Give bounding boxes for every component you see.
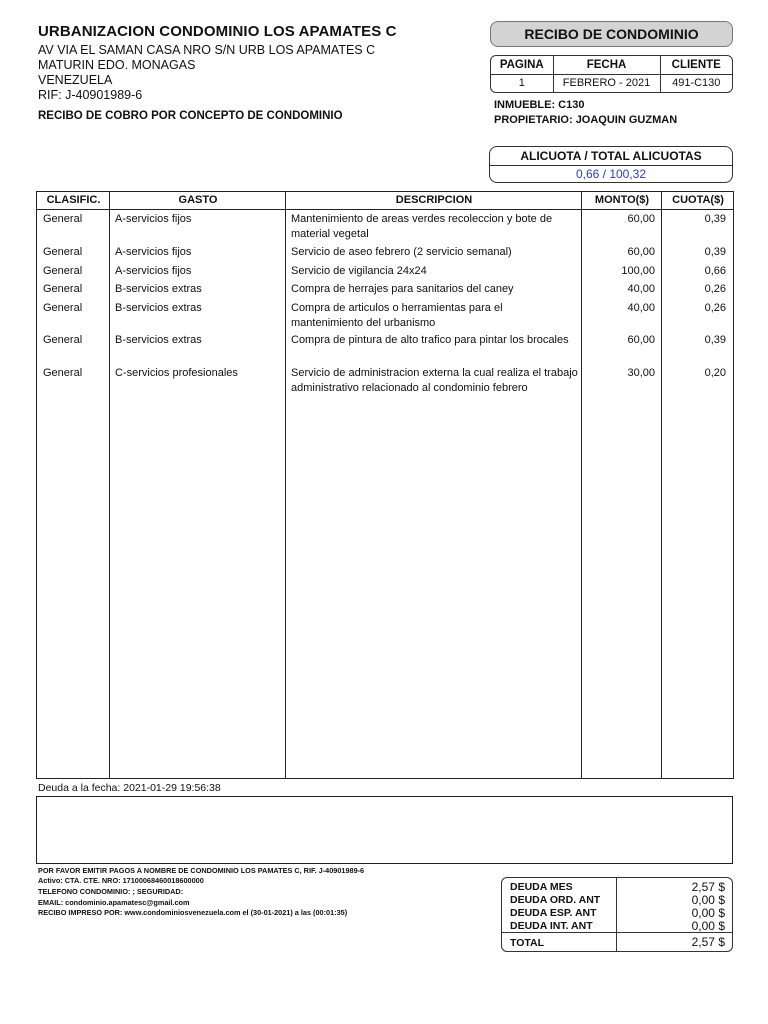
debt-divider [616,878,617,951]
row2-cuota: 0,39 [704,246,726,258]
receipt-title: RECIBO DE CONDOMINIO [490,21,733,47]
row7-monto: 30,00 [627,367,655,379]
row3-cuota: 0,66 [704,265,726,277]
row4-monto: 40,00 [627,283,655,295]
footer-account: Activo: CTA. CTE. NRO: 17100068460018600000 [38,876,204,885]
col-header-gasto: GASTO [178,194,218,206]
alicuota-box [489,146,733,183]
row5-monto: 40,00 [627,302,655,314]
row1-clasif: General [43,213,83,225]
row6-clasif: General [43,334,83,346]
row6-cuota: 0,39 [704,334,726,346]
debt-value-mes: 2,57 $ [691,880,725,894]
company-address-line2: MATURIN EDO. MONAGAS [38,58,196,72]
property-id: INMUEBLE: C130 [494,99,585,111]
meta-header-client: CLIENTE [660,56,732,74]
row5-cuota: 0,26 [704,302,726,314]
expense-table [36,191,734,779]
company-rif: RIF: J-40901989-6 [38,88,143,102]
row6-gasto: B-servicios extras [115,334,202,346]
column-divider [37,192,110,778]
col-header-cuota: CUOTA($) [672,194,724,206]
row7-clasif: General [43,367,83,379]
notes-box [36,796,733,864]
meta-header-date: FECHA [553,56,660,74]
debt-label-mes: DEUDA MES [510,881,573,893]
column-divider [286,192,582,778]
row3-monto: 100,00 [621,265,655,277]
debt-label-total: TOTAL [510,937,545,949]
debt-value-int: 0,00 $ [691,919,725,933]
footer-email: EMAIL: condominio.apamatesc@gmail.com [38,898,190,907]
row5-desc: Compra de articulos o herramientas para el mantenimiento del urbanismo [291,302,503,329]
company-address-line1: AV VIA EL SAMAN CASA NRO S/N URB LOS APAMATES C [38,43,376,57]
row2-gasto: A-servicios fijos [115,246,192,258]
row2-monto: 60,00 [627,246,655,258]
receipt-meta-table [490,55,733,93]
row3-clasif: General [43,265,83,277]
column-divider [582,192,662,778]
debt-date: Deuda a la fecha: 2021-01-29 19:56:38 [38,782,221,794]
row4-desc: Compra de herrajes para sanitarios del caney [291,283,514,295]
row7-cuota: 0,20 [704,367,726,379]
row6-desc: Compra de pintura de alto trafico para pintar los brocales [291,334,569,346]
meta-client-value: 491-C130 [672,77,721,90]
debt-value-total: 2,57 $ [691,935,725,949]
debt-value-ord: 0,00 $ [691,893,725,907]
row3-desc: Servicio de vigilancia 24x24 [291,265,427,277]
company-name: URBANIZACION CONDOMINIO LOS APAMATES C [38,23,397,40]
row6-monto: 60,00 [627,334,655,346]
row5-clasif: General [43,302,83,314]
debt-summary [501,877,733,952]
footer-printed-by: RECIBO IMPRESO POR: www.condominiosvenezuela.com el (30-01-2021) a las (00:01:35) [38,908,348,917]
row1-cuota: 0,39 [704,213,726,225]
row7-gasto: C-servicios profesionales [115,367,238,379]
meta-page-value: 1 [491,74,553,92]
alicuota-label: ALICUOTA / TOTAL ALICUOTAS [490,147,732,166]
row1-desc: Mantenimiento de areas verdes recoleccion y bote de material vegetal [291,213,553,240]
alicuota-value: 0,66 / 100,32 [575,167,647,181]
col-header-descripcion: DESCRIPCION [395,194,473,206]
row2-desc: Servicio de aseo febrero (2 servicio semanal) [291,246,512,258]
meta-header-page: PAGINA [491,56,553,74]
row5-gasto: B-servicios extras [115,302,202,314]
row3-gasto: A-servicios fijos [115,265,192,277]
owner-name: PROPIETARIO: JOAQUIN GUZMAN [494,114,678,126]
column-divider [110,192,286,778]
row2-clasif: General [43,246,83,258]
company-address-line3: VENEZUELA [38,73,113,87]
col-header-monto: MONTO($) [594,194,650,206]
row4-clasif: General [43,283,83,295]
footer-payment-note: POR FAVOR EMITIR PAGOS A NOMBRE DE CONDOMINIO LOS PAMATES C, RIF. J-40901989-6 [38,866,365,875]
row7-desc: Servicio de administracion externa la cual realiza el trabajo administrativo relacionado al condominio febrero [291,367,578,394]
row1-gasto: A-servicios fijos [115,213,192,225]
debt-label-esp: DEUDA ESP. ANT [510,907,597,919]
row1-monto: 60,00 [627,213,655,225]
col-header-clasif: CLASIFIC. [46,194,101,206]
receipt-subtitle: RECIBO DE COBRO POR CONCEPTO DE CONDOMINIO [38,110,343,122]
row4-gasto: B-servicios extras [115,283,202,295]
debt-value-esp: 0,00 $ [691,906,725,920]
meta-date-value: FEBRERO - 2021 [553,74,660,92]
footer-phone: TELEFONO CONDOMINIO: ; SEGURIDAD: [38,887,184,896]
debt-label-int: DEUDA INT. ANT [510,920,593,932]
row4-cuota: 0,26 [704,283,726,295]
debt-label-ord: DEUDA ORD. ANT [510,894,601,906]
